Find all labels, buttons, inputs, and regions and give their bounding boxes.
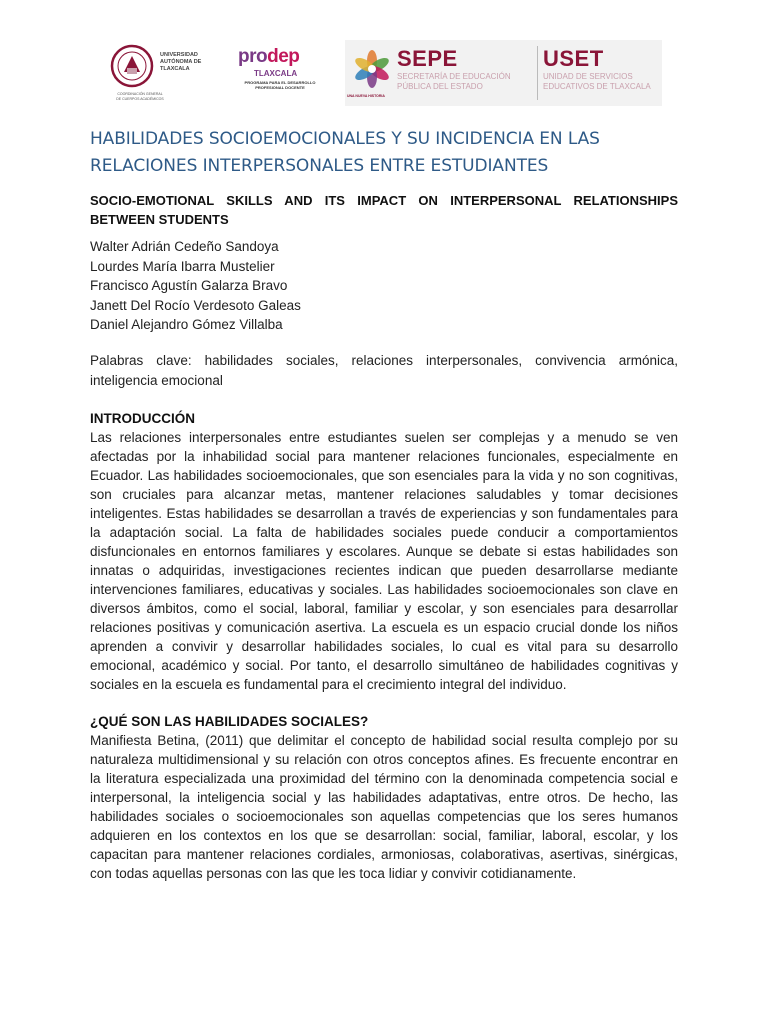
section-heading: ¿QUÉ SON LAS HABILIDADES SOCIALES? [90,714,369,729]
body-line: capacitan para mantener relaciones cordiales, armoniosas, colaborativas, asertivas, sinérgicas, [90,847,678,862]
body-line: Manifiesta Betina, (2011) que delimitar el concepto de habilidad social resulta complejo por su [90,733,678,748]
body-line: la adaptación social. La falta de habilidades sociales puede conducir a comportamientos [90,525,678,540]
author: Lourdes María Ibarra Mustelier [90,258,275,274]
uset-subtitle: UNIDAD DE SERVICIOS EDUCATIVOS DE TLAXCALA [543,72,651,91]
body-line: son cruciales para alcanzar metas, mantener relaciones saludables y tomar decisiones [90,487,678,502]
body-line: naturaleza multidimensional y su relación con otros conceptos afines. Es frecuente encontrar en [90,752,678,767]
body-line: adquieren en los contextos en los que se desarrollan: social, familiar, laboral, escolar, y los [90,828,678,843]
body-line: interpersonal, la inteligencia social y las habilidades adaptativas, entre otros. De hecho, las [90,790,678,805]
section-que-son [90,712,678,883]
body-line: la literatura especializada una proximidad del término con la denominada competencia social e [90,771,678,786]
uat-seal-icon [110,44,154,88]
uat-logo [110,44,230,102]
author: Janett Del Rocío Verdesoto Galeas [90,297,301,313]
section-introduccion [90,409,678,694]
uset-title: USET [543,46,604,71]
logo-divider [537,46,538,100]
author: Francisco Agustín Galarza Bravo [90,278,288,293]
prodep-subtitle: PROGRAMA PARA EL DESARROLLO PROFESIONAL DOCENTE [244,80,316,90]
body-line: Ecuador. Las habilidades socioemocionales, que son esenciales para la vida y no son cognitivas, [90,468,678,483]
body-line: relaciones positivas y comunicación asertiva. La escuela es un espacio crucial donde los niños [90,620,678,635]
sepe-title: SEPE [397,46,458,71]
body-line: innatas o adquiridas, investigaciones recientes indican que pueden desarrollarse mediante [90,563,678,578]
title-spanish: HABILIDADES SOCIOEMOCIONALES Y SU INCIDENCIA EN LAS RELACIONES INTERPERSONALES ENTRE ESTUDIANTES [90,129,600,176]
body-line: Las relaciones interpersonales entre estudiantes suelen ser complejas y a menudo se ven [90,430,678,445]
body-line: sociales en la escuela es fundamental para el crecimiento integral del individuo. [90,677,567,692]
sepe-uset-banner [345,40,662,106]
author: Walter Adrián Cedeño Sandoya [90,239,279,254]
uat-name: UNIVERSIDAD AUTÓNOMA DE TLAXCALA [160,52,202,72]
flower-icon [351,48,393,90]
body-line: diversos ámbitos, como el social, laboral, familiar y escolar, y son esenciales para desarrollar [90,601,678,616]
section-body [90,428,678,694]
keywords: Palabras clave: habilidades sociales, relaciones interpersonales, convivencia armónica, inteligencia emocional [90,353,678,388]
body-line: disfuncionales en entornos familiares y escolares. Aunque se debate si estas habilidades son [90,544,678,559]
body-line: habilidades sociales o socioemocionales son aquellas competencias que los seres humanos [90,809,678,824]
uat-subtitle: COORDINACIÓN GENERAL DE CUERPOS ACADÉMICOS [116,92,164,101]
prodep-logo [236,46,326,102]
title-english: SOCIO-EMOTIONAL SKILLS AND ITS IMPACT ON INTERPERSONAL RELATIONSHIPS BETWEEN STUDENTS [90,193,678,227]
section-heading: INTRODUCCIÓN [90,411,195,426]
author-list [90,237,301,335]
sepe-motto: UNA NUEVA HISTORIA [347,94,385,98]
author: Daniel Alejandro Gómez Villalba [90,317,283,332]
prodep-wordmark: prodep [238,46,300,67]
header-logos [90,40,662,106]
body-line: con todas aquellas personas con las que les toca lidiar y convivir cotidianamente. [90,866,577,881]
body-line: aprenden a convivir y desarrollar habilidades sociales, lo cual es vital para su desarrollo [90,639,678,654]
body-line: emocional, académico y social. Por tanto, el desarrollo simultáneo de habilidades cognitivas y [90,658,678,673]
sepe-subtitle: SECRETARÍA DE EDUCACIÓN PÚBLICA DEL ESTADO [397,72,511,91]
body-line: inteligentes. Estas habilidades se desarrollan a través de experiencias y son fundamentales para [90,506,678,521]
body-line: intervenciones familiares, educativas y sociales. Las habilidades socioemocionales son clave en [90,582,678,597]
body-line: afectadas por la inhabilidad social para mantener relaciones funcionales, especialmente en [90,449,678,464]
section-body [90,731,678,883]
prodep-region: TLAXCALA [254,69,298,78]
